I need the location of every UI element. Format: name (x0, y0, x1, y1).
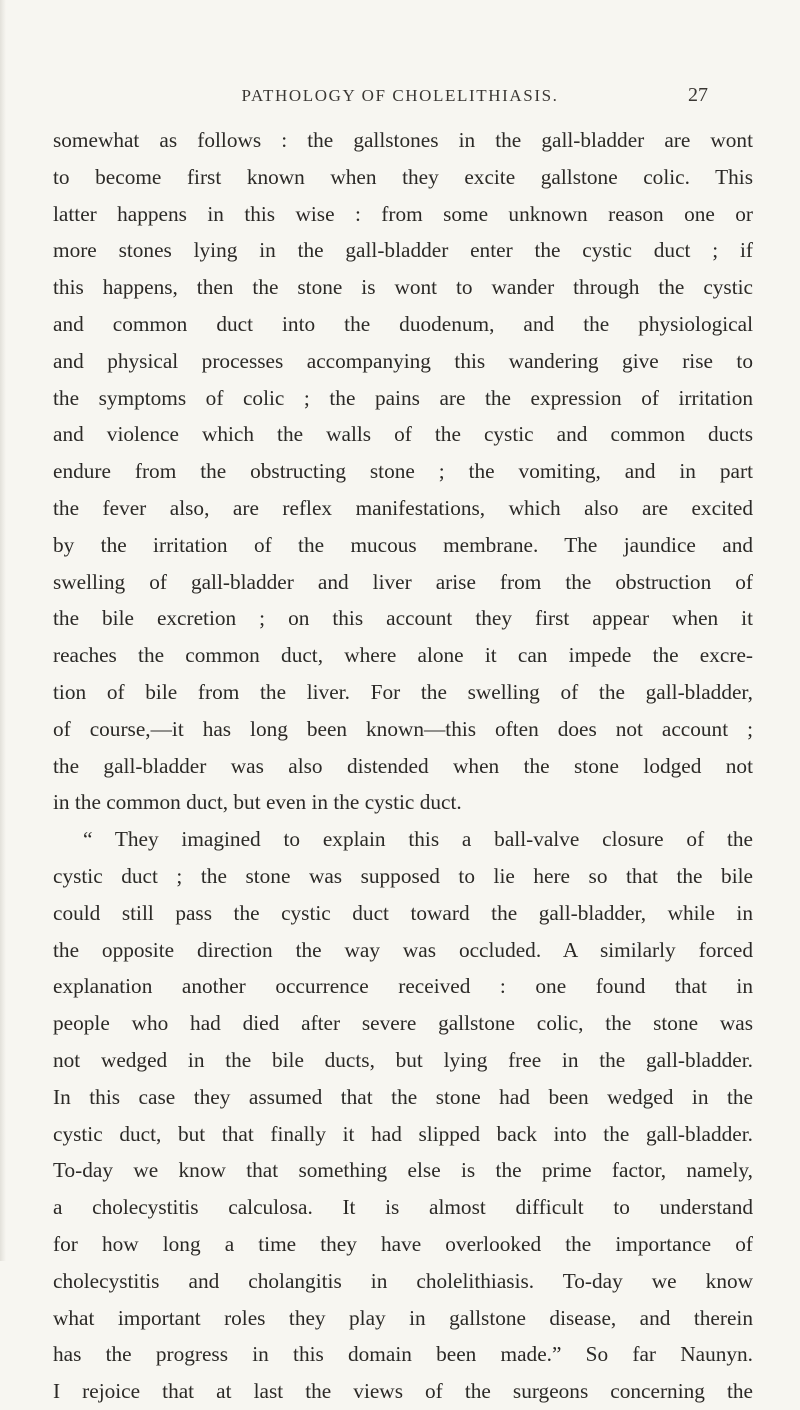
text-line: by the irritation of the mucous membrane. The jaundice and (53, 532, 753, 557)
text-line: reaches the common duct, where alone it can impede the excre- (53, 643, 753, 668)
text-line: could still pass the cystic duct toward the gall-bladder, while in (53, 900, 753, 925)
text-line: endure from the obstructing stone ; the vomiting, and in part (53, 459, 753, 484)
text-line: has the progress in this domain been made.” So far Naunyn. (53, 1342, 753, 1367)
text-line: a cholecystitis calculosa. It is almost difficult to understand (53, 1195, 753, 1220)
text-line: explanation another occurrence received : one found that in (53, 974, 753, 999)
text-line: and violence which the walls of the cystic and common ducts (53, 422, 753, 447)
text-line: somewhat as follows : the gallstones in the gall-bladder are wont (53, 128, 753, 152)
text-line: the symptoms of colic ; the pains are the expression of irritation (53, 385, 753, 410)
text-line: the gall-bladder was also distended when the stone lodged not (53, 753, 753, 778)
text-line: what important roles they play in gallstone disease, and therein (53, 1305, 753, 1330)
page-edge-shadow (0, 0, 6, 1261)
text-line: To-day we know that something else is the prime factor, namely, (53, 1158, 753, 1183)
text-line: people who had died after severe gallstone colic, the stone was (53, 1011, 753, 1036)
text-line: to become first known when they excite gallstone colic. This (53, 164, 753, 189)
body-text (53, 122, 753, 1410)
text-line: tion of bile from the liver. For the swelling of the gall-bladder, (53, 679, 753, 704)
text-line: not wedged in the bile ducts, but lying free in the gall-bladder. (53, 1047, 753, 1072)
text-line: the bile excretion ; on this account they first appear when it (53, 606, 753, 631)
text-line: In this case they assumed that the stone had been wedged in the (53, 1084, 753, 1109)
text-line: the opposite direction the way was occluded. A similarly forced (53, 937, 753, 962)
text-line: swelling of gall-bladder and liver arise from the obstruction of (53, 569, 753, 594)
text-line: cholecystitis and cholangitis in cholelithiasis. To-day we know (53, 1268, 753, 1293)
running-head: PATHOLOGY OF CHOLELITHIASIS. (241, 86, 559, 105)
text-line: this happens, then the stone is wont to wander through the cystic (53, 275, 753, 300)
text-line: and physical processes accompanying this wandering give rise to (53, 348, 753, 373)
text-line: cystic duct ; the stone was supposed to lie here so that the bile (53, 863, 753, 888)
text-line: cystic duct, but that finally it had slipped back into the gall-bladder. (53, 1121, 753, 1146)
text-line: latter happens in this wise : from some unknown reason one or (53, 201, 753, 226)
text-line: I rejoice that at last the views of the surgeons concerning the (53, 1379, 753, 1404)
text-line: of course,—it has long been known—this often does not account ; (53, 716, 753, 741)
text-line: for how long a time they have overlooked the importance of (53, 1231, 753, 1256)
text-line: the fever also, are reflex manifestations, which also are excited (53, 495, 753, 520)
text-line: more stones lying in the gall-bladder enter the cystic duct ; if (53, 238, 753, 263)
page-header (0, 86, 800, 110)
text-line: “ They imagined to explain this a ball-valve closure of the (83, 827, 753, 852)
page-number: 27 (688, 84, 708, 106)
text-line: and common duct into the duodenum, and the physiological (53, 311, 753, 336)
text-line: in the common duct, but even in the cystic duct. (53, 790, 462, 815)
